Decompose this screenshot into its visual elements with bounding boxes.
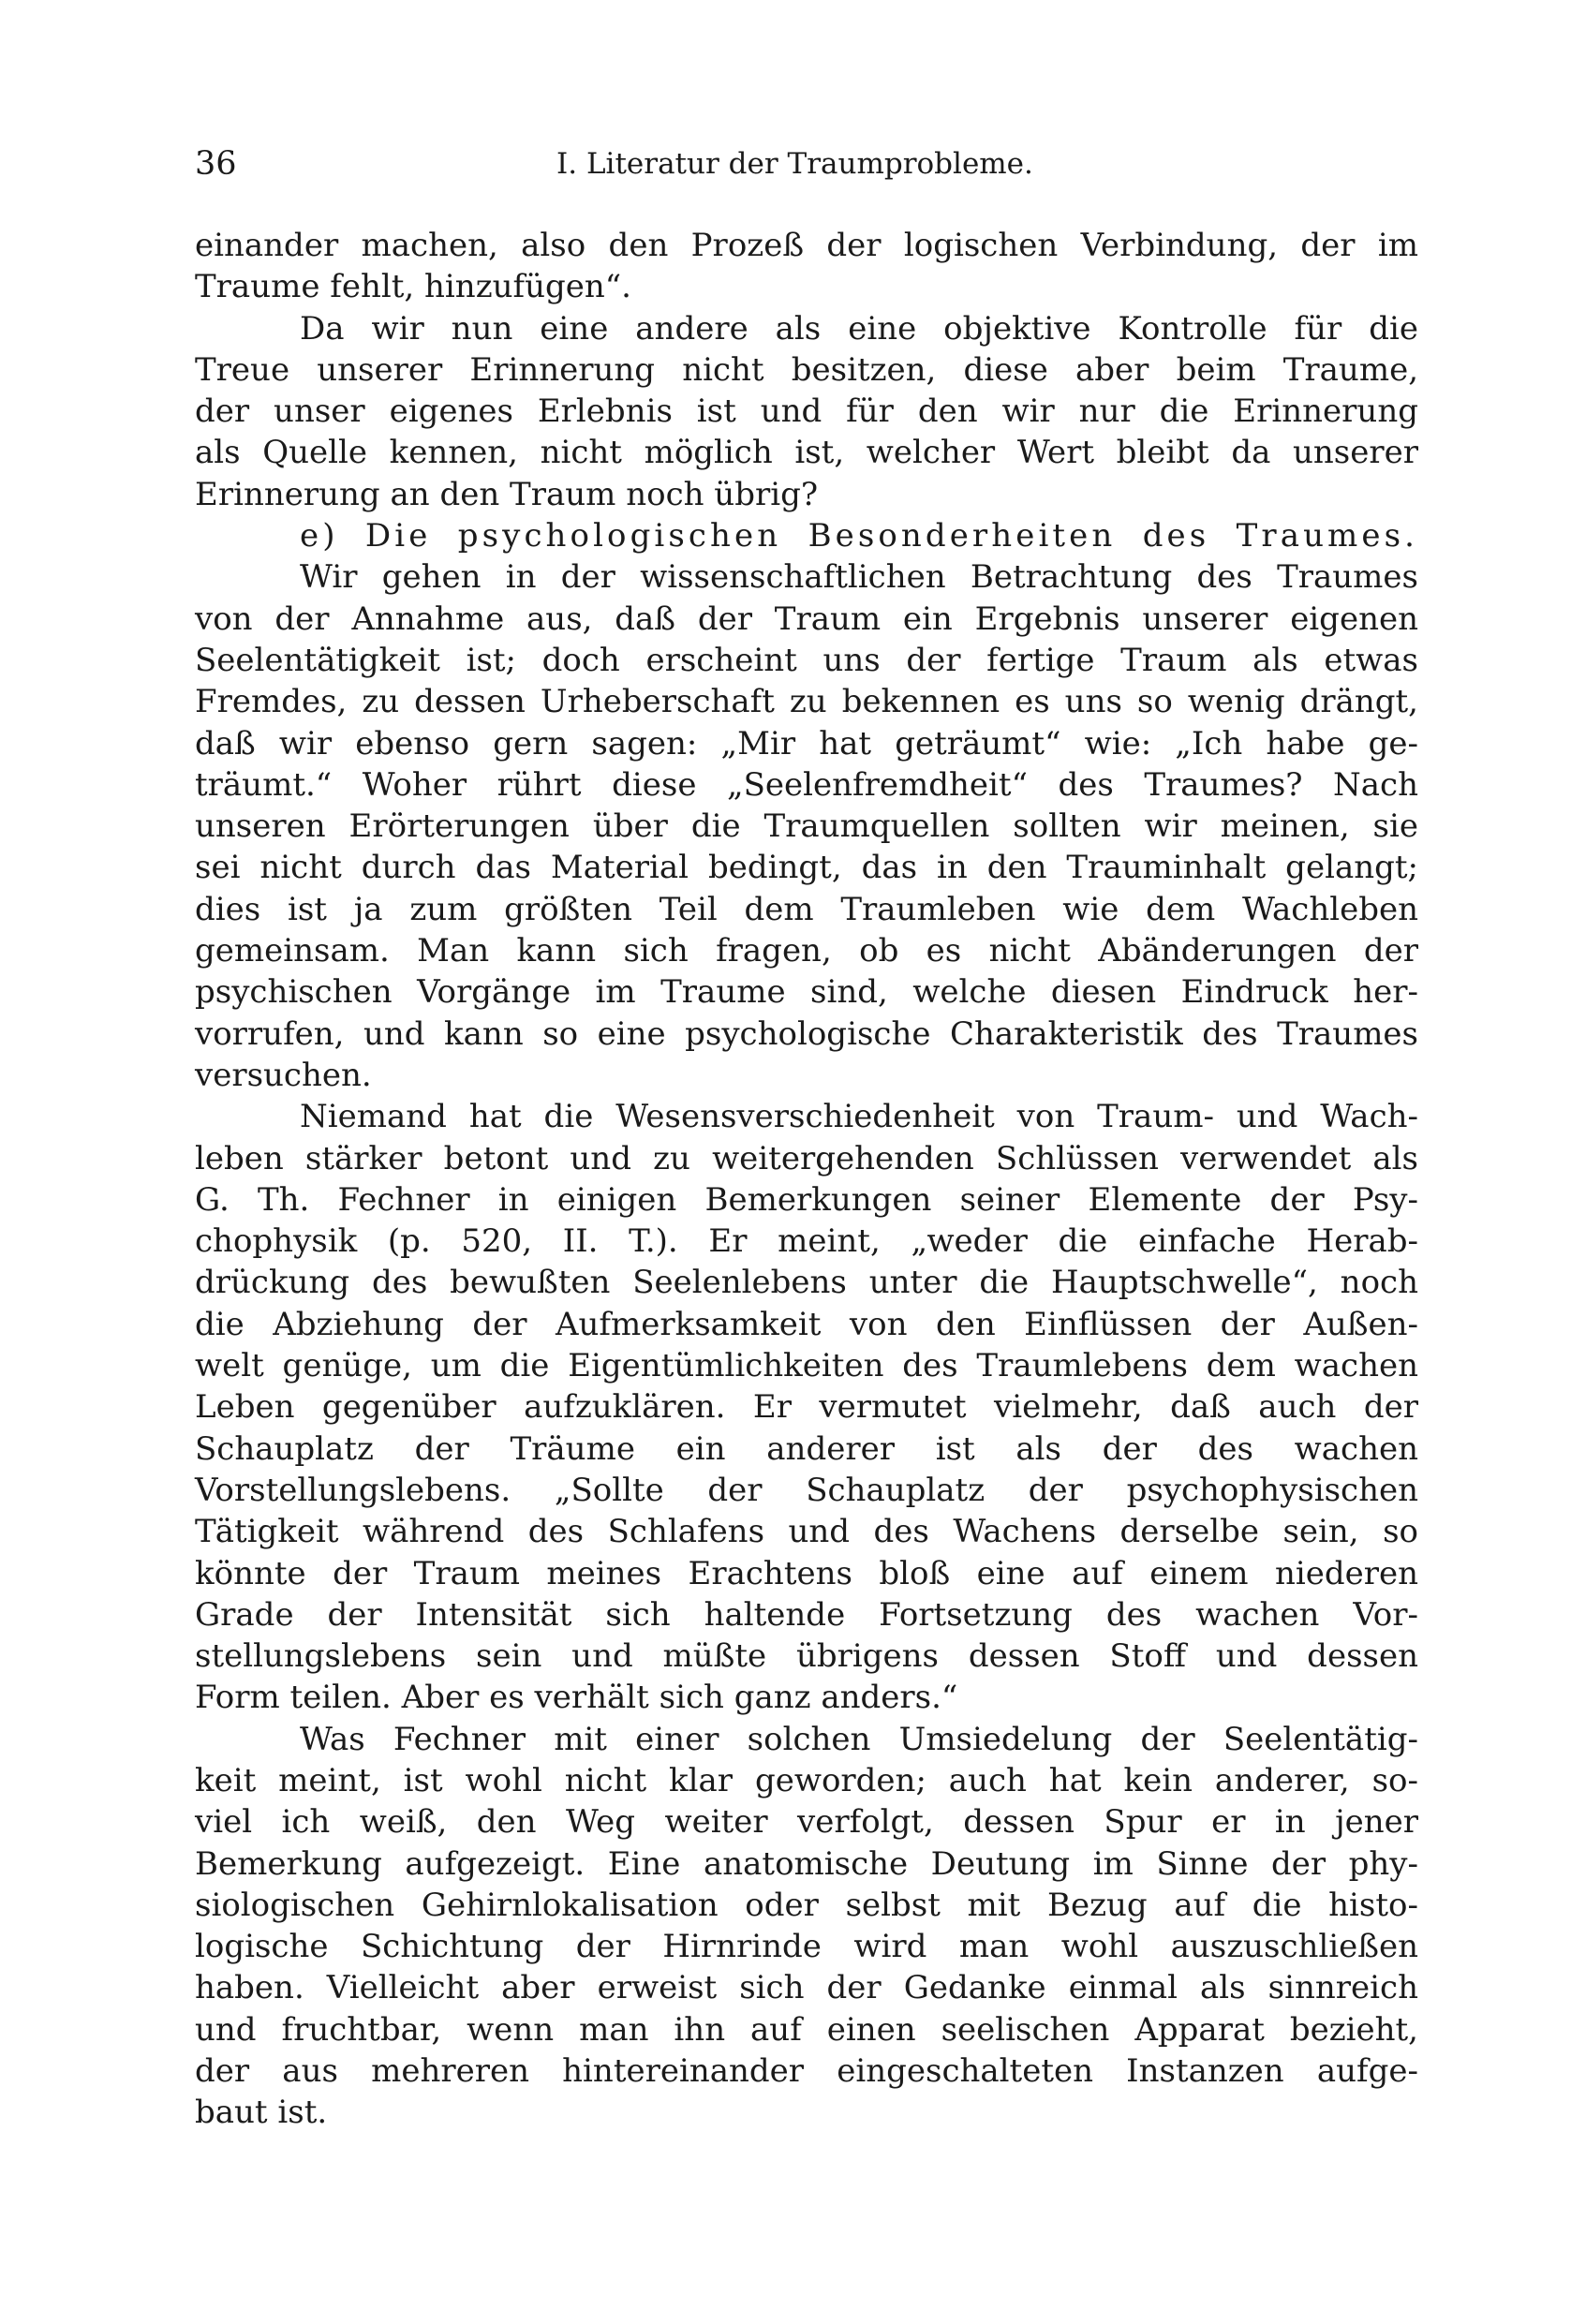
text-line: Niemand hat die Wesensverschiedenheit von Traum- und Wach- <box>300 1098 1418 1136</box>
running-title: I. Literatur der Traumprobleme. <box>556 147 1033 181</box>
text-line: Bemerkung aufgezeigt. Eine anatomische Deutung im Sinne der phy- <box>195 1844 1418 1883</box>
text-line: siologischen Gehirnlokalisation oder selbst mit Bezug auf die histo- <box>195 1886 1418 1924</box>
text-line: versuchen. <box>195 1056 372 1094</box>
text-line: Form teilen. Aber es verhält sich ganz anders.“ <box>195 1679 958 1717</box>
text-line: könnte der Traum meines Erachtens bloß eine auf einem niederen <box>195 1554 1418 1592</box>
body-text <box>195 225 1418 2134</box>
text-line: dies ist ja zum größten Teil dem Traumleben wie dem Wachleben <box>195 890 1418 928</box>
text-line: und fruchtbar, wenn man ihn auf einen seelischen Apparat bezieht, <box>195 2010 1418 2049</box>
text-line: die Abziehung der Aufmerksamkeit von den Einflüssen der Außen- <box>195 1305 1418 1343</box>
text-line: Da wir nun eine andere als eine objektive Kontrolle für die <box>300 309 1418 348</box>
page-number: 36 <box>195 145 237 183</box>
text-line: Schauplatz der Träume ein anderer ist als der des wachen <box>195 1429 1418 1468</box>
text-line: haben. Vielleicht aber erweist sich der Gedanke einmal als sinnreich <box>195 1969 1418 2007</box>
text-line: von der Annahme aus, daß der Traum ein Ergebnis unserer eigenen <box>195 600 1418 638</box>
text-line: Traume fehlt, hinzufügen“. <box>195 268 631 306</box>
text-line: Fremdes, zu dessen Urheberschaft zu bekennen es uns so wenig drängt, <box>195 683 1418 721</box>
text-line: Seelentätigkeit ist; doch erscheint uns der fertige Traum als etwas <box>195 641 1418 679</box>
text-line: welt genüge, um die Eigentümlichkeiten des Traumlebens dem wachen <box>195 1347 1418 1385</box>
text-line: Was Fechner mit einer solchen Umsiedelung der Seelentätig- <box>300 1720 1418 1758</box>
text-line: Wir gehen in der wissenschaftlichen Betrachtung des Traumes <box>300 558 1418 597</box>
text-line: Tätigkeit während des Schlafens und des Wachens derselbe sein, so <box>195 1513 1418 1551</box>
text-line: stellungslebens sein und müßte übrigens dessen Stoff und dessen <box>195 1637 1418 1676</box>
text-line: leben stärker betont und zu weitergehenden Schlüssen verwendet als <box>195 1139 1418 1177</box>
text-line: Erinnerung an den Traum noch übrig? <box>195 475 819 513</box>
text-line: einander machen, also den Prozeß der logischen Verbindung, der im <box>195 227 1418 264</box>
text-line: Vorstellungslebens. „Sollte der Schauplatz der psychophysischen <box>195 1471 1418 1509</box>
text-line: der aus mehreren hintereinander eingeschalteten Instanzen aufge- <box>195 2052 1418 2091</box>
text-line: G. Th. Fechner in einigen Bemerkungen seiner Elemente der Psy- <box>195 1180 1418 1219</box>
text-line: logische Schichtung der Hirnrinde wird man wohl auszuschließen <box>195 1928 1418 1966</box>
text-line: sei nicht durch das Material bedingt, das in den Trauminhalt gelangt; <box>195 849 1418 887</box>
text-line: träumt.“ Woher rührt diese „Seelenfremdheit“ des Traumes? Nach <box>195 765 1418 804</box>
text-line: vorrufen, und kann so eine psychologische Charakteristik des Traumes <box>195 1014 1418 1053</box>
text-line: viel ich weiß, den Weg weiter verfolgt, dessen Spur er in jener <box>195 1803 1418 1842</box>
text-line: als Quelle kennen, nicht möglich ist, welcher Wert bleibt da unserer <box>195 434 1418 472</box>
text-line: daß wir ebenso gern sagen: „Mir hat geträumt“ wie: „Ich habe ge- <box>195 724 1418 762</box>
running-head <box>195 141 1418 187</box>
text-line: Leben gegenüber aufzuklären. Er vermutet vielmehr, daß auch der <box>195 1388 1418 1427</box>
text-line: drückung des bewußten Seelenlebens unter die Hauptschwelle“, noch <box>195 1264 1418 1302</box>
text-line: Treue unserer Erinnerung nicht besitzen, diese aber beim Traume, <box>195 350 1418 389</box>
section-heading: e) Die psychologischen Besonderheiten des Traumes. <box>300 517 1418 555</box>
text-line: gemeinsam. Man kann sich fragen, ob es nicht Abänderungen der <box>195 932 1418 970</box>
text-line: unseren Erörterungen über die Traumquellen sollten wir meinen, sie <box>195 807 1418 846</box>
text-line: psychischen Vorgänge im Traume sind, welche diesen Eindruck her- <box>195 973 1418 1012</box>
text-line: chophysik (p. 520, II. T.). Er meint, „weder die einfache Herab- <box>195 1222 1418 1261</box>
text-line: baut ist. <box>195 2094 328 2132</box>
text-line: der unser eigenes Erlebnis ist und für den wir nur die Erinnerung <box>195 392 1418 431</box>
text-line: keit meint, ist wohl nicht klar geworden; auch hat kein anderer, so- <box>195 1761 1418 1799</box>
text-line: Grade der Intensität sich haltende Fortsetzung des wachen Vor- <box>195 1595 1418 1634</box>
